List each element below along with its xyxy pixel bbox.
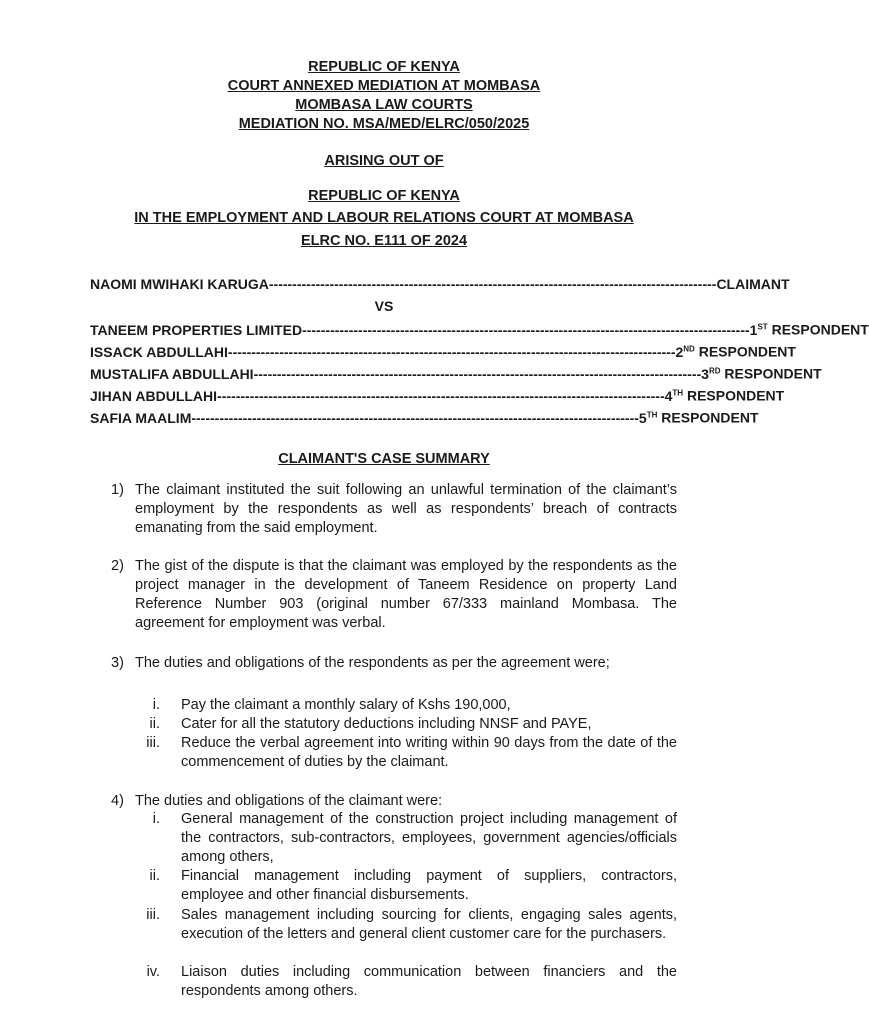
list-text: Cater for all the statutory deductions including NNSF and PAYE,: [181, 716, 592, 732]
paragraph-text: The claimant instituted the suit following an unlawful termination of the claimant’s employment by the respondents as well as respondents’ breach of contracts emanating from the said employment.: [135, 482, 677, 536]
claimant-duty-4: [140, 963, 677, 1001]
paragraph-number: 3): [111, 655, 124, 671]
party-leader-dashes: ------------------------------------------------------------------------------------------------: [191, 409, 639, 426]
claimant-duty-2: [140, 867, 677, 905]
party-respondent-4: [90, 384, 785, 405]
respondent-duty-2: [140, 715, 677, 734]
paragraph-3: [111, 654, 677, 673]
header-mediation-number: MEDIATION NO. MSA/MED/ELRC/050/2025: [238, 116, 530, 132]
claimant-duty-1: [140, 810, 677, 867]
paragraph-1: [111, 481, 677, 538]
list-text: Sales management including sourcing for clients, engaging sales agents, execution of the letters and general client customer care for the purchasers.: [181, 907, 677, 942]
claimant-duty-3: [140, 906, 677, 944]
list-number: i.: [152, 697, 160, 713]
list-number: iii.: [146, 735, 160, 751]
party-name: TANEEM PROPERTIES LIMITED: [90, 321, 303, 338]
party-leader-dashes: ------------------------------------------------------------------------------------------------: [268, 276, 717, 292]
list-number: ii.: [149, 868, 160, 884]
party-name: MUSTALIFA ABDULLAHI: [90, 365, 254, 382]
paragraph-text: The duties and obligations of the respondents as per the agreement were;: [135, 655, 610, 671]
list-text: Reduce the verbal agreement into writing within 90 days from the date of the commencement of duties by the claimant.: [181, 735, 677, 770]
party-leader-dashes: ------------------------------------------------------------------------------------------------: [217, 387, 665, 404]
paragraph-text: The gist of the dispute is that the claimant was employed by the respondents as the project manager in the development of Taneem Residence on property Land Reference Number 903 (original number 67/333 mainland Mombasa. The agreement for employment was verbal.: [135, 558, 677, 631]
paragraph-text: The duties and obligations of the claimant were:: [135, 793, 443, 809]
header-elrc-number: ELRC NO. E111 OF 2024: [300, 233, 468, 249]
party-leader-dashes: ------------------------------------------------------------------------------------------------: [302, 321, 750, 338]
list-text: Pay the claimant a monthly salary of Kshs 190,000,: [181, 697, 511, 713]
list-number: ii.: [149, 716, 160, 732]
paragraph-number: 1): [111, 482, 124, 498]
party-claimant: [90, 275, 790, 293]
header-elrc-court: IN THE EMPLOYMENT AND LABOUR RELATIONS COURT AT MOMBASA: [134, 210, 634, 226]
section-title: CLAIMANT'S CASE SUMMARY: [278, 451, 490, 467]
respondent-duty-3: [140, 734, 677, 772]
versus-label: VS: [374, 298, 394, 314]
header-republic-2: REPUBLIC OF KENYA: [308, 188, 460, 204]
paragraph-number: 2): [111, 558, 124, 574]
party-respondent-3: [90, 362, 822, 383]
header-arising-out-of: ARISING OUT OF: [324, 153, 444, 169]
party-respondent-2: [90, 340, 796, 361]
paragraph-number: 4): [111, 793, 124, 809]
party-role: 4TH RESPONDENT: [664, 387, 785, 404]
respondent-duty-1: [140, 696, 677, 715]
party-role: CLAIMANT: [716, 276, 790, 292]
list-number: i.: [152, 811, 160, 827]
party-name: JIHAN ABDULLAHI: [90, 387, 218, 404]
paragraph-4: [111, 792, 677, 811]
party-role: 3RD RESPONDENT: [701, 365, 822, 382]
party-respondent-1: [90, 318, 869, 339]
party-name: NAOMI MWIHAKI KARUGA: [90, 276, 269, 292]
party-leader-dashes: ------------------------------------------------------------------------------------------------: [227, 343, 676, 360]
header-court-mediation: COURT ANNEXED MEDIATION AT MOMBASA: [227, 78, 541, 94]
party-role: 1ST RESPONDENT: [749, 321, 869, 338]
list-text: Financial management including payment of suppliers, contractors, employee and other financial disbursements.: [181, 868, 677, 903]
party-role: 5TH RESPONDENT: [638, 409, 759, 426]
party-name: ISSACK ABDULLAHI: [90, 343, 228, 360]
list-number: iv.: [146, 964, 160, 980]
party-respondent-5: [90, 406, 759, 427]
list-text: General management of the construction project including management of the contractors, sub-contractors, employees, government agencies/officials among others,: [181, 811, 677, 865]
list-text: Liaison duties including communication between financiers and the respondents among others.: [181, 964, 677, 999]
party-name: SAFIA MAALIM: [90, 409, 192, 426]
paragraph-2: [111, 557, 677, 633]
party-role: 2ND RESPONDENT: [675, 343, 796, 360]
header-republic: REPUBLIC OF KENYA: [308, 59, 460, 75]
list-number: iii.: [146, 907, 160, 923]
header-law-courts: MOMBASA LAW COURTS: [295, 97, 473, 113]
party-leader-dashes: ------------------------------------------------------------------------------------------------: [253, 365, 702, 382]
